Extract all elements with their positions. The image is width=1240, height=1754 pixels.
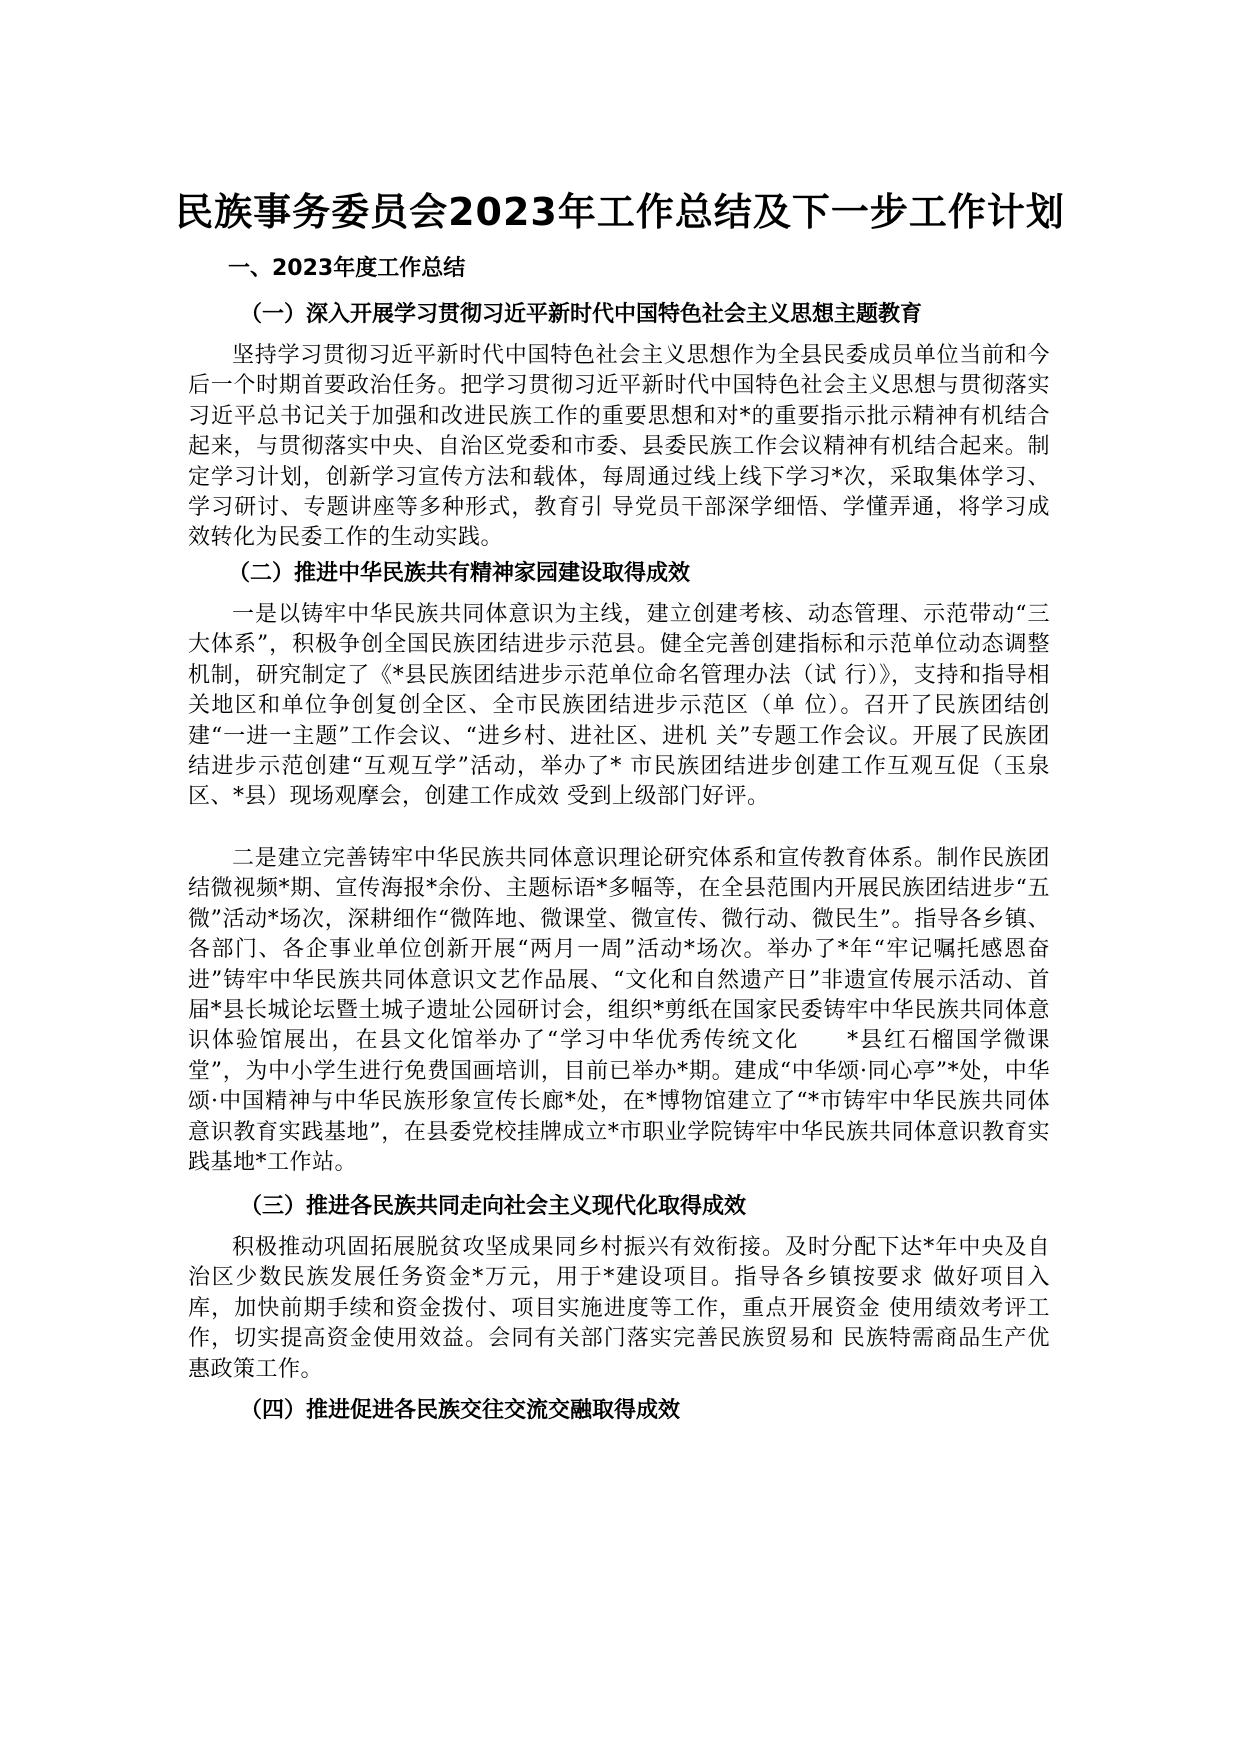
subsection-heading-1: （一）深入开展学习贯彻习近平新时代中国特色社会主义思想主题教育 — [240, 302, 923, 327]
section-heading-annual-summary: 一、2023年度工作总结 — [228, 256, 466, 281]
paragraph-2: 一是以铸牢中华民族共同体意识为主线，建立创建考核、动态管理、示范带动“三大体系”，积极争创全国民族团结进步示范县。健全完善创建指标和示范单位动态调整机制，研究制定了《*县民族团结进步示范单位命名管理办法（试 行）》，支持和指导相关地区和单位争创复创全区、全市民族团结进步示范区（单 位）。召开了民族团结创建“一进一主题”工作会议、“进乡村、进社区、进机 关”专题工作会议。开展了民族团结进步示范创建“互观互学”活动，举办了* 市民族团结进步创建工作互观互促（玉泉区、*县）现场观摩会，创建工作成效 受到上级部门好评。 — [188, 602, 1050, 810]
subsection-heading-4: （四）推进促进各民族交往交流交融取得成效 — [240, 1398, 681, 1423]
subsection-heading-3: （三）推进各民族共同走向社会主义现代化取得成效 — [240, 1194, 747, 1219]
paragraph-4: 积极推动巩固拓展脱贫攻坚成果同乡村振兴有效衔接。及时分配下达*年中央及自治区少数民族发展任务资金*万元，用于*建设项目。指导各乡镇按要求 做好项目入库，加快前期手续和资金拨付、项目实施进度等工作，重点开展资金 使用绩效考评工作，切实提高资金使用效益。会同有关部门落实完善民族贸易和 民族特需商品生产优惠政策工作。 — [188, 1235, 1050, 1382]
paragraph-3: 二是建立完善铸牢中华民族共同体意识理论研究体系和宣传教育体系。制作民族团结微视频*期、宣传海报*余份、主题标语*多幅等，在全县范围内开展民族团结进步“五微”活动*场次，深耕细作“微阵地、微课堂、微宣传、微行动、微民生”。指导各乡镇、各部门、各企事业单位创新开展“两月一周”活动*场次。举办了*年“牢记嘱托感恩奋进”铸牢中华民族共同体意识文艺作品展、“文化和自然遗产日”非遗宣传展示活动、首届*县长城论坛暨土城子遗址公园研讨会，组织*剪纸在国家民委铸牢中华民族共同体意识体验馆展出，在县文化馆举办了“学习中华优秀传统文化 *县红石榴国学微课堂”，为中小学生进行免费国画培训，目前已举办*期。建成“中华颂·同心亭”*处，中华颂·中国精神与中华民族形象宣传长廊*处，在*博物馆建立了“*市铸牢中华民族共同体意识教育实践基地”，在县委党校挂牌成立*市职业学院铸牢中华民族共同体意识教育实践基地*工作站。 — [188, 846, 1050, 1176]
paragraph-1: 坚持学习贯彻习近平新时代中国特色社会主义思想作为全县民委成员单位当前和今后一个时期首要政治任务。把学习贯彻习近平新时代中国特色社会主义思想与贯彻落实习近平总书记关于加强和改进民族工作的重要思想和对*的重要指示批示精神有机结合起来，与贯彻落实中央、自治区党委和市委、县委民族工作会议精神有机结合起来。制定学习计划，创新学习宣传方法和载体，每周通过线上线下学习*次，采取集体学习、学习研讨、专题讲座等多种形式，教育引 导党员干部深学细悟、学懂弄通，将学习成效转化为民委工作的生动实践。 — [188, 343, 1050, 551]
document-title: 民族事务委员会2023年工作总结及下一步工作计划 — [175, 190, 1065, 234]
subsection-heading-2: （二）推进中华民族共有精神家园建设取得成效 — [228, 561, 691, 586]
